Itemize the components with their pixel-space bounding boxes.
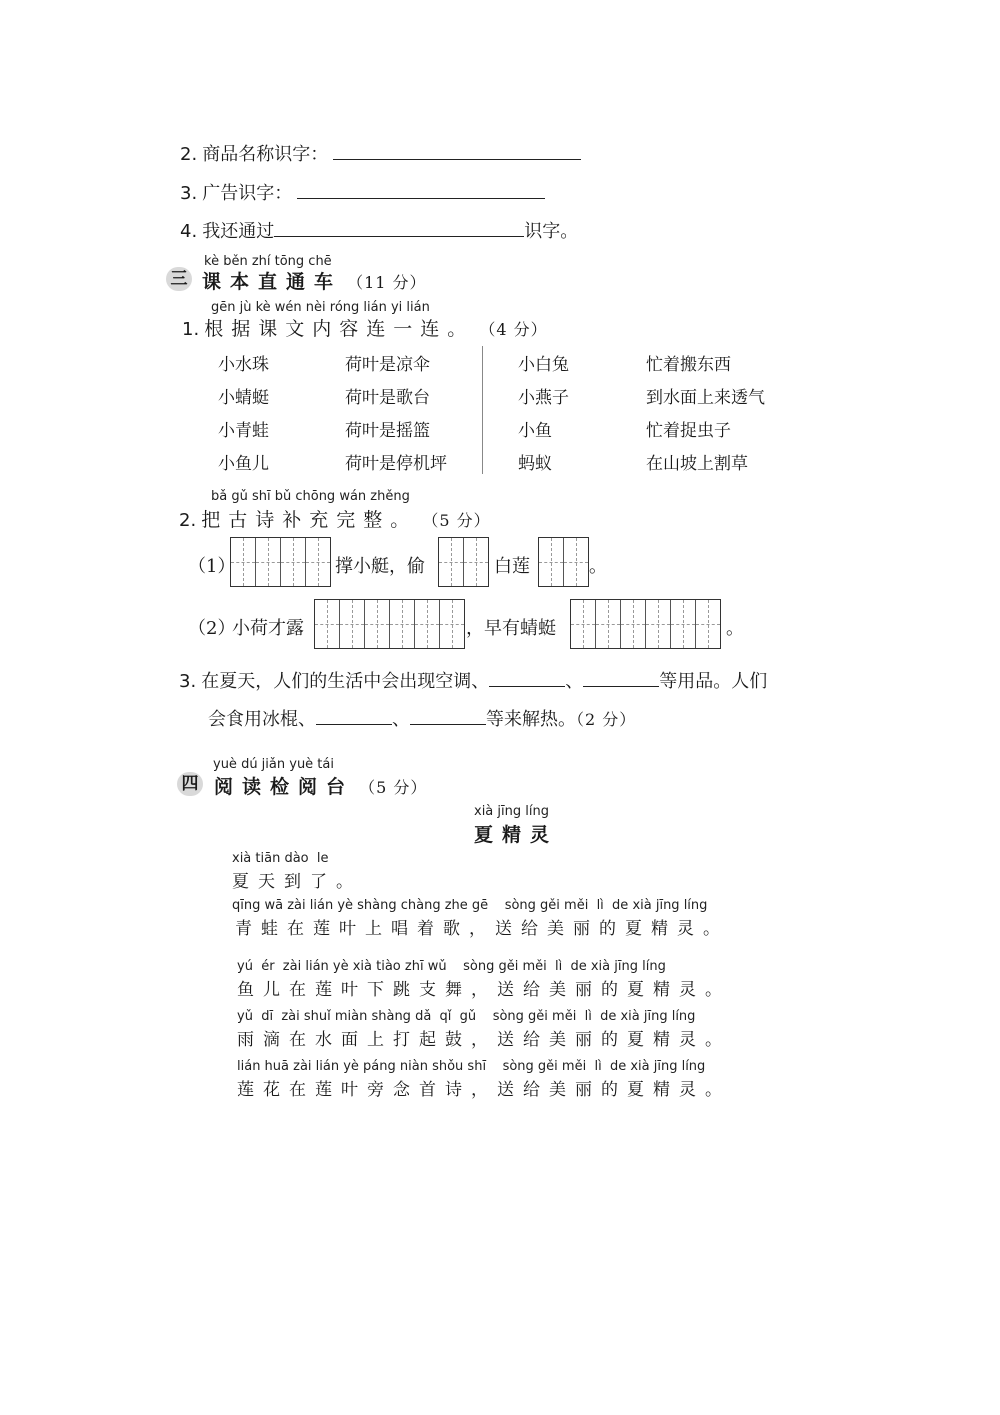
q2-line1-grid-a[interactable]: [230, 537, 331, 587]
item-4-answer-line[interactable]: [274, 218, 524, 237]
q3-blank-3[interactable]: [316, 706, 392, 725]
q3-text3: 会食用冰棍、: [208, 709, 316, 730]
q2-line2-grid-b[interactable]: [570, 599, 721, 649]
item-2-label: 商品名称识字：: [202, 144, 329, 165]
item-2-answer-line[interactable]: [333, 141, 581, 160]
item-4-label-after: 识字。: [524, 221, 579, 242]
q2-title: 把古诗补充完整。: [201, 509, 418, 531]
list-item[interactable]: 忙着搬东西: [646, 355, 731, 375]
q2-line1-grid-c[interactable]: [538, 537, 589, 587]
q3-text4: 等来解热。: [486, 709, 576, 730]
q3-number: 3.: [179, 671, 197, 692]
q1-title: 根据课文内容连一连。: [204, 318, 475, 340]
item-4: [180, 217, 578, 243]
item-3-label: 广告识字：: [202, 183, 293, 204]
q2-line2-number: （2）: [188, 618, 236, 639]
section-3-pinyin: kè běn zhí tōng chē: [204, 254, 332, 269]
poem-line-1: 夏天到了。: [232, 872, 362, 892]
item-2-number: 2.: [180, 144, 198, 165]
section-3-title: 课本直通车: [202, 271, 343, 293]
list-item[interactable]: 小水珠: [218, 355, 269, 375]
section-4-badge: 四: [177, 772, 203, 796]
list-item[interactable]: 荷叶是停机坪: [345, 454, 447, 474]
section-4-title: 阅读检阅台: [214, 776, 355, 798]
list-item[interactable]: 小鱼: [518, 421, 552, 441]
poem-title-pinyin: xià jīng líng: [474, 804, 549, 819]
list-item[interactable]: 小青蛙: [218, 421, 269, 441]
list-item[interactable]: 蚂蚁: [518, 454, 552, 474]
poem-line-3-pinyin: yú ér zài lián yè xià tiào zhī wǔ sòng gěi měi lì de xià jīng líng: [237, 959, 666, 974]
q1-right-col-b: [646, 349, 765, 481]
item-3-answer-line[interactable]: [297, 180, 545, 199]
q3-sep1: 、: [565, 671, 584, 692]
list-item[interactable]: 忙着捉虫子: [646, 421, 731, 441]
section-4-pinyin: yuè dú jiǎn yuè tái: [213, 757, 334, 772]
q3-blank-1[interactable]: [489, 668, 565, 687]
poem-line-4: 雨滴在水面上打起鼓，送给美丽的夏精灵。: [237, 1030, 731, 1050]
q1-number: 1.: [182, 319, 200, 340]
q3-text2: 等用品。人们: [659, 671, 768, 692]
q2-line2-text2: ，早有蜻蜓: [466, 618, 556, 639]
section-3-score: （11 分）: [347, 273, 427, 292]
q2-line2-end: 。: [726, 618, 744, 639]
item-3-number: 3.: [180, 183, 198, 204]
item-2: [180, 140, 581, 166]
q2-number: 2.: [179, 510, 197, 531]
item-4-label-before: 我还通过: [202, 221, 275, 242]
q2-line1-text2: 白莲: [494, 556, 530, 577]
list-item[interactable]: 小鱼儿: [218, 454, 269, 474]
q3-sep2: 、: [392, 709, 410, 730]
q3-line1: [179, 667, 767, 693]
q3-blank-4[interactable]: [410, 706, 486, 725]
q2-line1-grid-b[interactable]: [438, 537, 489, 587]
q2-line2-text1: 小荷才露: [232, 618, 304, 639]
q3-text1: 在夏天，人们的生活中会出现空调、: [201, 671, 490, 692]
poem-line-4-pinyin: yǔ dī zài shuǐ miàn shàng dǎ qǐ gǔ sòng gěi měi lì de xià jīng líng: [237, 1009, 696, 1024]
poem-title: 夏精灵: [474, 824, 559, 846]
q2-line1-text1: 撑小艇，偷: [335, 556, 425, 577]
poem-line-1-pinyin: xià tiān dào le: [232, 851, 329, 866]
list-item[interactable]: 荷叶是摇篮: [345, 421, 430, 441]
section-4-header: [214, 772, 427, 799]
q3-blank-2[interactable]: [583, 668, 659, 687]
q1-header: [182, 314, 548, 341]
list-item[interactable]: 到水面上来透气: [646, 388, 765, 408]
section-3-badge: 三: [166, 267, 192, 291]
poem-line-3: 鱼儿在莲叶下跳支舞，送给美丽的夏精灵。: [237, 980, 731, 1000]
poem-line-5-pinyin: lián huā zài lián yè páng niàn shǒu shī sòng gěi měi lì de xià jīng líng: [237, 1059, 706, 1074]
list-item[interactable]: 小白兔: [518, 355, 569, 375]
list-item[interactable]: 小蜻蜓: [218, 388, 269, 408]
list-item[interactable]: 小燕子: [518, 388, 569, 408]
q2-line1-number: （1）: [188, 556, 236, 577]
q2-line2-grid-a[interactable]: [314, 599, 465, 649]
section-3-header: [202, 267, 427, 294]
item-3: [180, 179, 545, 205]
q2-score: （5 分）: [422, 511, 491, 530]
q1-right-col-a: [518, 349, 569, 481]
column-divider: [482, 346, 483, 474]
list-item[interactable]: 荷叶是凉伞: [345, 355, 430, 375]
q2-header: [179, 505, 491, 532]
q1-pinyin: gēn jù kè wén nèi róng lián yi lián: [211, 300, 430, 315]
q3-line2: [208, 705, 636, 731]
list-item[interactable]: 在山坡上割草: [646, 454, 748, 474]
poem-line-2: 青蛙在莲叶上唱着歌，送给美丽的夏精灵。: [235, 919, 729, 939]
list-item[interactable]: 荷叶是歌台: [345, 388, 430, 408]
q1-left-col-a: [218, 349, 269, 481]
q2-line1-end: 。: [589, 556, 607, 577]
q1-score: （4 分）: [479, 320, 548, 339]
section-4-score: （5 分）: [359, 778, 428, 797]
q2-pinyin: bǎ gǔ shī bǔ chōng wán zhěng: [211, 489, 410, 504]
q3-score: （2 分）: [576, 710, 637, 729]
item-4-number: 4.: [180, 221, 198, 242]
poem-line-2-pinyin: qīng wā zài lián yè shàng chàng zhe gē sòng gěi měi lì de xià jīng líng: [232, 898, 708, 913]
q1-left-col-b: [345, 349, 447, 481]
poem-line-5: 莲花在莲叶旁念首诗，送给美丽的夏精灵。: [237, 1080, 731, 1100]
